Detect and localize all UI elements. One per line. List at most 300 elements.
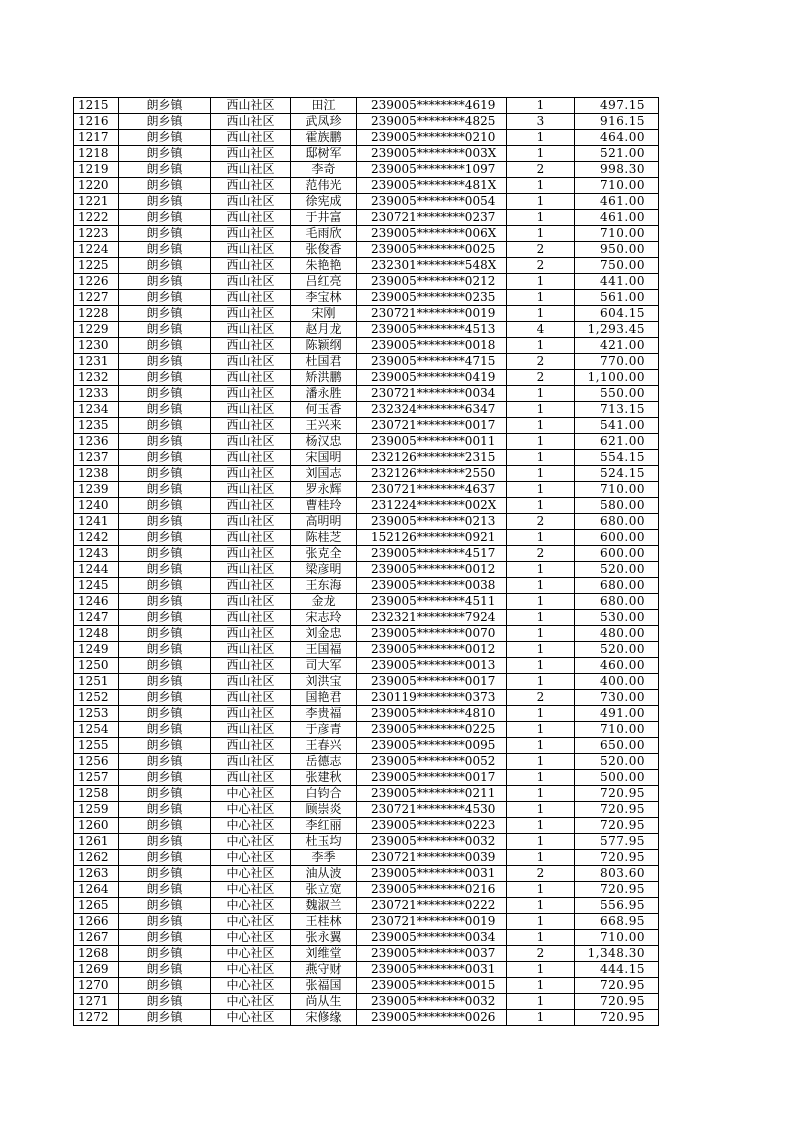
town-cell: 朗乡镇	[119, 930, 211, 946]
row-number: 1228	[74, 306, 119, 322]
id-number-cell: 230721********4530	[357, 802, 507, 818]
table-row	[74, 146, 659, 162]
count-cell: 1	[507, 674, 575, 690]
id-number-cell: 239005********4810	[357, 706, 507, 722]
community-cell: 中心社区	[211, 898, 291, 914]
table-row	[74, 690, 659, 706]
community-cell: 西山社区	[211, 306, 291, 322]
id-number-cell: 239005********0034	[357, 930, 507, 946]
name-cell: 尚从生	[291, 994, 357, 1010]
id-number-cell: 239005********0210	[357, 130, 507, 146]
name-cell: 王东海	[291, 578, 357, 594]
table-row	[74, 626, 659, 642]
table-row	[74, 834, 659, 850]
id-number-cell: 239005********0052	[357, 754, 507, 770]
row-number: 1231	[74, 354, 119, 370]
table-row	[74, 274, 659, 290]
id-number-cell: 239005********4511	[357, 594, 507, 610]
row-number: 1241	[74, 514, 119, 530]
amount-cell: 530.00	[575, 610, 659, 626]
community-cell: 西山社区	[211, 690, 291, 706]
town-cell: 朗乡镇	[119, 642, 211, 658]
row-number: 1236	[74, 434, 119, 450]
count-cell: 2	[507, 354, 575, 370]
id-number-cell: 239005********0216	[357, 882, 507, 898]
name-cell: 油从波	[291, 866, 357, 882]
count-cell: 1	[507, 290, 575, 306]
table-row	[74, 290, 659, 306]
table-row	[74, 98, 659, 114]
community-cell: 西山社区	[211, 754, 291, 770]
table-row	[74, 946, 659, 962]
id-number-cell: 239005********003X	[357, 146, 507, 162]
community-cell: 西山社区	[211, 274, 291, 290]
community-cell: 中心社区	[211, 946, 291, 962]
community-cell: 西山社区	[211, 658, 291, 674]
row-number: 1263	[74, 866, 119, 882]
town-cell: 朗乡镇	[119, 354, 211, 370]
town-cell: 朗乡镇	[119, 898, 211, 914]
table-row	[74, 738, 659, 754]
table-row	[74, 162, 659, 178]
id-number-cell: 232301********548X	[357, 258, 507, 274]
town-cell: 朗乡镇	[119, 306, 211, 322]
row-number: 1222	[74, 210, 119, 226]
row-number: 1252	[74, 690, 119, 706]
community-cell: 中心社区	[211, 978, 291, 994]
name-cell: 张立宽	[291, 882, 357, 898]
count-cell: 2	[507, 946, 575, 962]
count-cell: 1	[507, 1010, 575, 1026]
community-cell: 中心社区	[211, 962, 291, 978]
amount-cell: 803.60	[575, 866, 659, 882]
community-cell: 西山社区	[211, 546, 291, 562]
row-number: 1266	[74, 914, 119, 930]
id-number-cell: 239005********0013	[357, 658, 507, 674]
row-number: 1225	[74, 258, 119, 274]
table-row	[74, 802, 659, 818]
id-number-cell: 230721********0222	[357, 898, 507, 914]
town-cell: 朗乡镇	[119, 834, 211, 850]
id-number-cell: 230721********0017	[357, 418, 507, 434]
name-cell: 李贵福	[291, 706, 357, 722]
community-cell: 中心社区	[211, 930, 291, 946]
amount-cell: 710.00	[575, 722, 659, 738]
amount-cell: 461.00	[575, 194, 659, 210]
count-cell: 3	[507, 114, 575, 130]
count-cell: 1	[507, 130, 575, 146]
table-row	[74, 770, 659, 786]
amount-cell: 998.30	[575, 162, 659, 178]
row-number: 1251	[74, 674, 119, 690]
community-cell: 西山社区	[211, 338, 291, 354]
community-cell: 西山社区	[211, 98, 291, 114]
table-row	[74, 706, 659, 722]
count-cell: 2	[507, 370, 575, 386]
count-cell: 2	[507, 258, 575, 274]
id-number-cell: 239005********006X	[357, 226, 507, 242]
id-number-cell: 230721********0019	[357, 306, 507, 322]
table-row	[74, 466, 659, 482]
name-cell: 王国福	[291, 642, 357, 658]
town-cell: 朗乡镇	[119, 114, 211, 130]
id-number-cell: 230721********0034	[357, 386, 507, 402]
table-row	[74, 674, 659, 690]
name-cell: 张建秋	[291, 770, 357, 786]
count-cell: 1	[507, 994, 575, 1010]
town-cell: 朗乡镇	[119, 802, 211, 818]
row-number: 1269	[74, 962, 119, 978]
name-cell: 国艳君	[291, 690, 357, 706]
row-number: 1218	[74, 146, 119, 162]
amount-cell: 550.00	[575, 386, 659, 402]
row-number: 1242	[74, 530, 119, 546]
name-cell: 潘永胜	[291, 386, 357, 402]
name-cell: 李奇	[291, 162, 357, 178]
amount-cell: 720.95	[575, 978, 659, 994]
row-number: 1257	[74, 770, 119, 786]
row-number: 1227	[74, 290, 119, 306]
table-row	[74, 450, 659, 466]
row-number: 1244	[74, 562, 119, 578]
id-number-cell: 230721********4637	[357, 482, 507, 498]
town-cell: 朗乡镇	[119, 770, 211, 786]
table-row	[74, 338, 659, 354]
name-cell: 陈桂芝	[291, 530, 357, 546]
name-cell: 魏淑兰	[291, 898, 357, 914]
amount-cell: 520.00	[575, 754, 659, 770]
row-number: 1253	[74, 706, 119, 722]
name-cell: 司大军	[291, 658, 357, 674]
id-number-cell: 230721********0039	[357, 850, 507, 866]
community-cell: 西山社区	[211, 226, 291, 242]
count-cell: 1	[507, 898, 575, 914]
count-cell: 1	[507, 770, 575, 786]
row-number: 1238	[74, 466, 119, 482]
town-cell: 朗乡镇	[119, 146, 211, 162]
community-cell: 西山社区	[211, 514, 291, 530]
row-number: 1270	[74, 978, 119, 994]
community-cell: 中心社区	[211, 802, 291, 818]
id-number-cell: 239005********0235	[357, 290, 507, 306]
count-cell: 4	[507, 322, 575, 338]
town-cell: 朗乡镇	[119, 994, 211, 1010]
name-cell: 宋刚	[291, 306, 357, 322]
name-cell: 陈颖纲	[291, 338, 357, 354]
community-cell: 西山社区	[211, 482, 291, 498]
table-row	[74, 402, 659, 418]
town-cell: 朗乡镇	[119, 578, 211, 594]
name-cell: 邸树军	[291, 146, 357, 162]
row-number: 1221	[74, 194, 119, 210]
id-number-cell: 239005********0017	[357, 770, 507, 786]
name-cell: 岳德志	[291, 754, 357, 770]
amount-cell: 464.00	[575, 130, 659, 146]
id-number-cell: 239005********4825	[357, 114, 507, 130]
id-number-cell: 239005********0025	[357, 242, 507, 258]
name-cell: 张永翼	[291, 930, 357, 946]
community-cell: 西山社区	[211, 146, 291, 162]
count-cell: 1	[507, 978, 575, 994]
town-cell: 朗乡镇	[119, 914, 211, 930]
id-number-cell: 239005********0012	[357, 642, 507, 658]
count-cell: 1	[507, 930, 575, 946]
amount-cell: 621.00	[575, 434, 659, 450]
table-row	[74, 354, 659, 370]
row-number: 1217	[74, 130, 119, 146]
town-cell: 朗乡镇	[119, 610, 211, 626]
row-number: 1248	[74, 626, 119, 642]
amount-cell: 710.00	[575, 226, 659, 242]
town-cell: 朗乡镇	[119, 546, 211, 562]
amount-cell: 524.15	[575, 466, 659, 482]
town-cell: 朗乡镇	[119, 322, 211, 338]
table-row	[74, 994, 659, 1010]
row-number: 1216	[74, 114, 119, 130]
amount-cell: 680.00	[575, 594, 659, 610]
count-cell: 1	[507, 434, 575, 450]
row-number: 1258	[74, 786, 119, 802]
community-cell: 西山社区	[211, 674, 291, 690]
count-cell: 1	[507, 594, 575, 610]
community-cell: 西山社区	[211, 466, 291, 482]
town-cell: 朗乡镇	[119, 706, 211, 722]
community-cell: 西山社区	[211, 354, 291, 370]
name-cell: 白钧合	[291, 786, 357, 802]
community-cell: 西山社区	[211, 370, 291, 386]
count-cell: 1	[507, 274, 575, 290]
count-cell: 1	[507, 754, 575, 770]
community-cell: 西山社区	[211, 642, 291, 658]
row-number: 1267	[74, 930, 119, 946]
amount-cell: 460.00	[575, 658, 659, 674]
count-cell: 1	[507, 722, 575, 738]
name-cell: 宋国明	[291, 450, 357, 466]
table-row	[74, 210, 659, 226]
id-number-cell: 232324********6347	[357, 402, 507, 418]
name-cell: 罗永辉	[291, 482, 357, 498]
count-cell: 1	[507, 466, 575, 482]
town-cell: 朗乡镇	[119, 786, 211, 802]
count-cell: 1	[507, 706, 575, 722]
name-cell: 张克全	[291, 546, 357, 562]
count-cell: 2	[507, 866, 575, 882]
town-cell: 朗乡镇	[119, 130, 211, 146]
id-number-cell: 239005********0038	[357, 578, 507, 594]
amount-cell: 520.00	[575, 562, 659, 578]
community-cell: 西山社区	[211, 610, 291, 626]
town-cell: 朗乡镇	[119, 242, 211, 258]
community-cell: 西山社区	[211, 530, 291, 546]
table-row	[74, 754, 659, 770]
community-cell: 西山社区	[211, 738, 291, 754]
row-number: 1237	[74, 450, 119, 466]
amount-cell: 400.00	[575, 674, 659, 690]
amount-cell: 521.00	[575, 146, 659, 162]
row-number: 1256	[74, 754, 119, 770]
community-cell: 西山社区	[211, 114, 291, 130]
name-cell: 徐宪成	[291, 194, 357, 210]
town-cell: 朗乡镇	[119, 562, 211, 578]
amount-cell: 710.00	[575, 930, 659, 946]
amount-cell: 580.00	[575, 498, 659, 514]
id-number-cell: 239005********0018	[357, 338, 507, 354]
name-cell: 李宝林	[291, 290, 357, 306]
name-cell: 刘维堂	[291, 946, 357, 962]
count-cell: 1	[507, 658, 575, 674]
count-cell: 1	[507, 338, 575, 354]
table-row	[74, 978, 659, 994]
town-cell: 朗乡镇	[119, 162, 211, 178]
community-cell: 西山社区	[211, 418, 291, 434]
amount-cell: 710.00	[575, 482, 659, 498]
table-row	[74, 866, 659, 882]
town-cell: 朗乡镇	[119, 290, 211, 306]
community-cell: 中心社区	[211, 818, 291, 834]
id-number-cell: 239005********0211	[357, 786, 507, 802]
community-cell: 中心社区	[211, 882, 291, 898]
amount-cell: 680.00	[575, 514, 659, 530]
name-cell: 李季	[291, 850, 357, 866]
row-number: 1254	[74, 722, 119, 738]
name-cell: 吕红亮	[291, 274, 357, 290]
table-row	[74, 930, 659, 946]
id-number-cell: 230721********0019	[357, 914, 507, 930]
row-number: 1235	[74, 418, 119, 434]
amount-cell: 480.00	[575, 626, 659, 642]
id-number-cell: 239005********0031	[357, 962, 507, 978]
town-cell: 朗乡镇	[119, 738, 211, 754]
id-number-cell: 239005********4619	[357, 98, 507, 114]
town-cell: 朗乡镇	[119, 418, 211, 434]
town-cell: 朗乡镇	[119, 674, 211, 690]
id-number-cell: 231224********002X	[357, 498, 507, 514]
name-cell: 王桂林	[291, 914, 357, 930]
town-cell: 朗乡镇	[119, 514, 211, 530]
row-number: 1259	[74, 802, 119, 818]
amount-cell: 520.00	[575, 642, 659, 658]
name-cell: 武凤珍	[291, 114, 357, 130]
count-cell: 1	[507, 194, 575, 210]
town-cell: 朗乡镇	[119, 978, 211, 994]
town-cell: 朗乡镇	[119, 178, 211, 194]
amount-cell: 720.95	[575, 994, 659, 1010]
community-cell: 西山社区	[211, 626, 291, 642]
amount-cell: 497.15	[575, 98, 659, 114]
id-number-cell: 152126********0921	[357, 530, 507, 546]
town-cell: 朗乡镇	[119, 882, 211, 898]
count-cell: 1	[507, 306, 575, 322]
community-cell: 西山社区	[211, 450, 291, 466]
count-cell: 1	[507, 642, 575, 658]
town-cell: 朗乡镇	[119, 210, 211, 226]
id-number-cell: 232126********2315	[357, 450, 507, 466]
row-number: 1226	[74, 274, 119, 290]
town-cell: 朗乡镇	[119, 850, 211, 866]
id-number-cell: 239005********4517	[357, 546, 507, 562]
name-cell: 刘国志	[291, 466, 357, 482]
table-row	[74, 242, 659, 258]
count-cell: 1	[507, 386, 575, 402]
count-cell: 1	[507, 802, 575, 818]
community-cell: 中心社区	[211, 834, 291, 850]
town-cell: 朗乡镇	[119, 194, 211, 210]
amount-cell: 720.95	[575, 786, 659, 802]
table-row	[74, 130, 659, 146]
table-row	[74, 434, 659, 450]
table-row	[74, 194, 659, 210]
town-cell: 朗乡镇	[119, 530, 211, 546]
amount-cell: 600.00	[575, 530, 659, 546]
id-number-cell: 239005********0015	[357, 978, 507, 994]
id-number-cell: 239005********0037	[357, 946, 507, 962]
table-row	[74, 498, 659, 514]
community-cell: 西山社区	[211, 722, 291, 738]
name-cell: 毛雨欣	[291, 226, 357, 242]
community-cell: 西山社区	[211, 434, 291, 450]
table-row	[74, 370, 659, 386]
row-number: 1246	[74, 594, 119, 610]
row-number: 1264	[74, 882, 119, 898]
count-cell: 1	[507, 530, 575, 546]
count-cell: 1	[507, 482, 575, 498]
table-row	[74, 722, 659, 738]
name-cell: 王春兴	[291, 738, 357, 754]
id-number-cell: 239005********0032	[357, 994, 507, 1010]
community-cell: 中心社区	[211, 914, 291, 930]
name-cell: 宋志玲	[291, 610, 357, 626]
row-number: 1245	[74, 578, 119, 594]
id-number-cell: 239005********4715	[357, 354, 507, 370]
count-cell: 1	[507, 98, 575, 114]
name-cell: 高明明	[291, 514, 357, 530]
table-row	[74, 514, 659, 530]
count-cell: 1	[507, 578, 575, 594]
amount-cell: 730.00	[575, 690, 659, 706]
town-cell: 朗乡镇	[119, 466, 211, 482]
community-cell: 西山社区	[211, 322, 291, 338]
name-cell: 金龙	[291, 594, 357, 610]
row-number: 1224	[74, 242, 119, 258]
count-cell: 1	[507, 962, 575, 978]
table-row	[74, 114, 659, 130]
town-cell: 朗乡镇	[119, 274, 211, 290]
count-cell: 1	[507, 882, 575, 898]
name-cell: 于井富	[291, 210, 357, 226]
amount-cell: 750.00	[575, 258, 659, 274]
name-cell: 宋修缘	[291, 1010, 357, 1026]
town-cell: 朗乡镇	[119, 946, 211, 962]
table-body	[74, 98, 659, 1026]
name-cell: 刘洪宝	[291, 674, 357, 690]
town-cell: 朗乡镇	[119, 226, 211, 242]
id-number-cell: 239005********0223	[357, 818, 507, 834]
count-cell: 1	[507, 402, 575, 418]
town-cell: 朗乡镇	[119, 690, 211, 706]
count-cell: 1	[507, 738, 575, 754]
count-cell: 1	[507, 498, 575, 514]
town-cell: 朗乡镇	[119, 338, 211, 354]
table-row	[74, 226, 659, 242]
table-row	[74, 322, 659, 338]
id-number-cell: 239005********0026	[357, 1010, 507, 1026]
count-cell: 1	[507, 610, 575, 626]
id-number-cell: 230721********0237	[357, 210, 507, 226]
id-number-cell: 232126********2550	[357, 466, 507, 482]
community-cell: 中心社区	[211, 850, 291, 866]
row-number: 1219	[74, 162, 119, 178]
town-cell: 朗乡镇	[119, 258, 211, 274]
